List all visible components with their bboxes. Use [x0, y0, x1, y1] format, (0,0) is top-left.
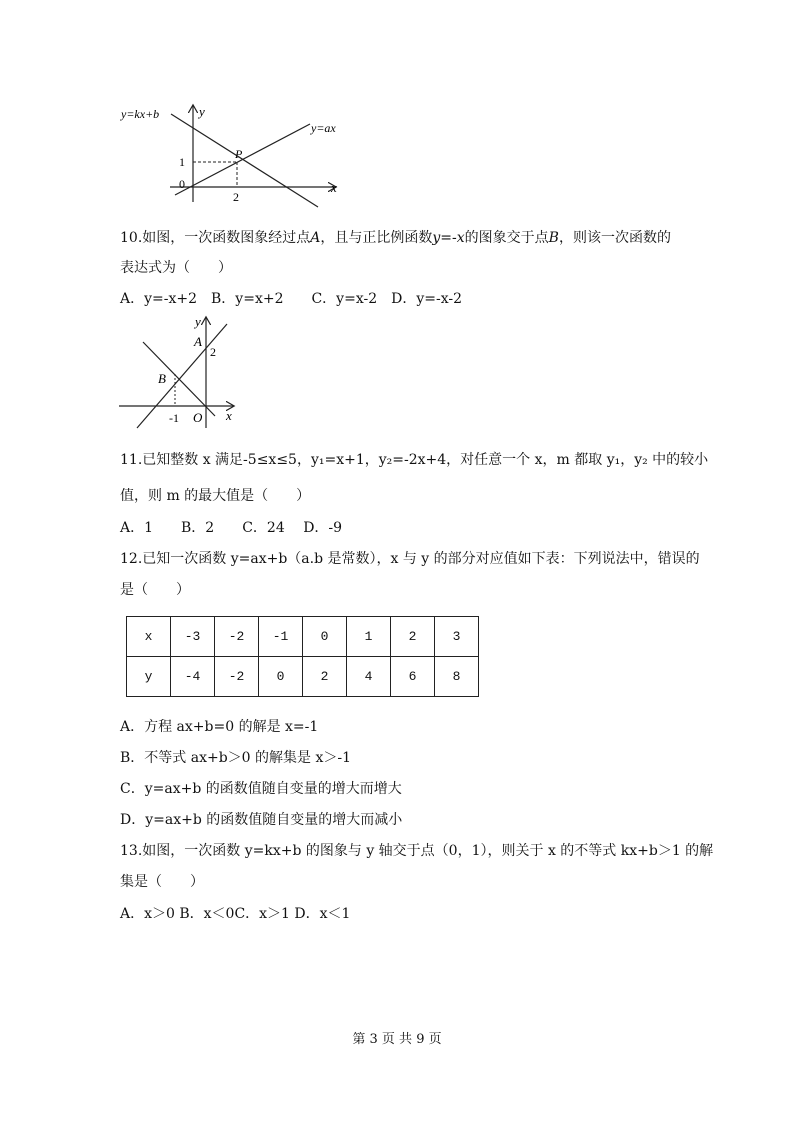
- tick-y-2: 2: [210, 345, 216, 359]
- table-cell: -4: [171, 657, 215, 697]
- q10-line2: 表达式为（ ）: [120, 260, 232, 276]
- tick-y-1: 1: [179, 155, 185, 169]
- q12-option-d: D．y=ax+b 的函数值随自变量的增大而减小: [120, 812, 403, 828]
- q12-line1: 12.已知一次函数 y=ax+b（a.b 是常数），x 与 y 的部分对应值如下表：下列说法中，错误的: [120, 551, 700, 567]
- table-cell: 2: [303, 657, 347, 697]
- table-cell: -3: [171, 617, 215, 657]
- x-axis-label: x: [226, 408, 232, 423]
- table-cell: 0: [259, 657, 303, 697]
- q12-option-c: C．y=ax+b 的函数值随自变量的增大而增大: [120, 781, 402, 797]
- table-cell: 0: [303, 617, 347, 657]
- y-axis-label: y: [199, 104, 205, 119]
- q11-line2: 值，则 m 的最大值是（ ）: [120, 488, 311, 504]
- figure-2-graph: [115, 312, 245, 430]
- tick-x-neg1: -1: [169, 411, 179, 425]
- q12-option-a: A．方程 ax+b=0 的解是 x=-1: [120, 719, 319, 735]
- line-ax: [175, 124, 310, 195]
- q12-line2: 是（ ）: [120, 582, 190, 598]
- value-table: [126, 616, 479, 697]
- point-b-label: B: [158, 371, 166, 386]
- q10-line1: 10.如图，一次函数图象经过点A，且与正比例函数y=-x的图象交于点B，则该一次函数的: [120, 230, 671, 246]
- table-row: [127, 657, 479, 697]
- figure-1-graph: [115, 98, 355, 210]
- point-a-label: A: [194, 334, 202, 349]
- origin-label: 0: [179, 177, 185, 191]
- origin-label: O: [193, 410, 203, 425]
- line-through-a-b: [137, 324, 227, 428]
- line-y-neg-x: [143, 342, 215, 416]
- point-p-label: P: [235, 147, 243, 161]
- page-footer: 第 3 页 共 9 页: [352, 1032, 442, 1047]
- table-cell: y: [127, 657, 171, 697]
- table-cell: 3: [435, 617, 479, 657]
- table-cell: -2: [215, 617, 259, 657]
- table-cell: -2: [215, 657, 259, 697]
- table-cell: 6: [391, 657, 435, 697]
- table-cell: 8: [435, 657, 479, 697]
- q11-options: A．1 B．2 C．24 D．-9: [120, 520, 343, 536]
- q10-options: A．y=-x+2 B．y=x+2 C．y=x-2 D．y=-x-2: [120, 291, 462, 307]
- table-cell: x: [127, 617, 171, 657]
- table-cell: -1: [259, 617, 303, 657]
- q11-line1: 11.已知整数 x 满足-5≤x≤5，y₁=x+1，y₂=-2x+4，对任意一个 x，m 都取 y₁，y₂ 中的较小: [120, 452, 709, 468]
- q13-options: A．x＞0 B．x＜0C．x＞1 D．x＜1: [120, 906, 351, 922]
- tick-x-2: 2: [233, 190, 239, 204]
- table-cell: 1: [347, 617, 391, 657]
- label-kx-b: y=kx+b: [121, 107, 160, 121]
- q12-option-b: B．不等式 ax+b＞0 的解集是 x＞-1: [120, 750, 352, 766]
- q13-line2: 集是（ ）: [120, 874, 204, 890]
- table-row: [127, 617, 479, 657]
- table-cell: 4: [347, 657, 391, 697]
- y-axis-label: y: [195, 314, 201, 329]
- label-ax: y=ax: [311, 121, 336, 135]
- table-cell: 2: [391, 617, 435, 657]
- x-axis-label: x: [331, 180, 337, 195]
- q13-line1: 13.如图，一次函数 y=kx+b 的图象与 y 轴交于点（0，1），则关于 x 的不等式 kx+b＞1 的解: [120, 843, 714, 859]
